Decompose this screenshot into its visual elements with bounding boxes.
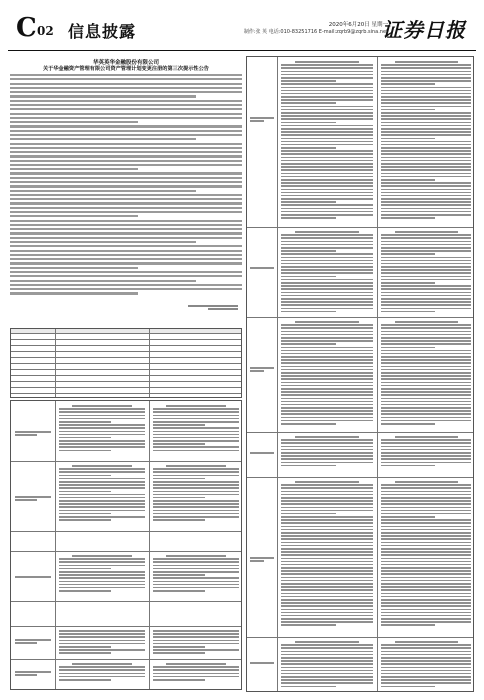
notice-title: 关于华金融资产管理有限公司资产管理计划变更注册的第三次提示性公告 <box>42 66 209 72</box>
page-letter: C <box>16 13 37 43</box>
page-number: 02 <box>37 24 54 38</box>
header-rule <box>8 50 476 51</box>
paper-logo: 证券日报 <box>382 18 466 42</box>
date-line: 2020年6月20日 星期一 <box>328 22 388 28</box>
comparison-table <box>10 400 242 690</box>
notice-company: 华英英华金融股份有限公司 <box>92 60 159 66</box>
notice-body-text <box>10 74 242 297</box>
continued-comparison-table <box>246 56 474 692</box>
announcement-column <box>10 56 242 692</box>
info-table <box>10 328 242 398</box>
notice-signature <box>188 305 238 311</box>
section-title: 信息披露 <box>68 22 137 41</box>
edit-line: 制作:张 英 电话:010-83251716 E-mail:zqrb9@zqrb.sina.net <box>243 29 388 35</box>
page-header <box>8 14 476 48</box>
